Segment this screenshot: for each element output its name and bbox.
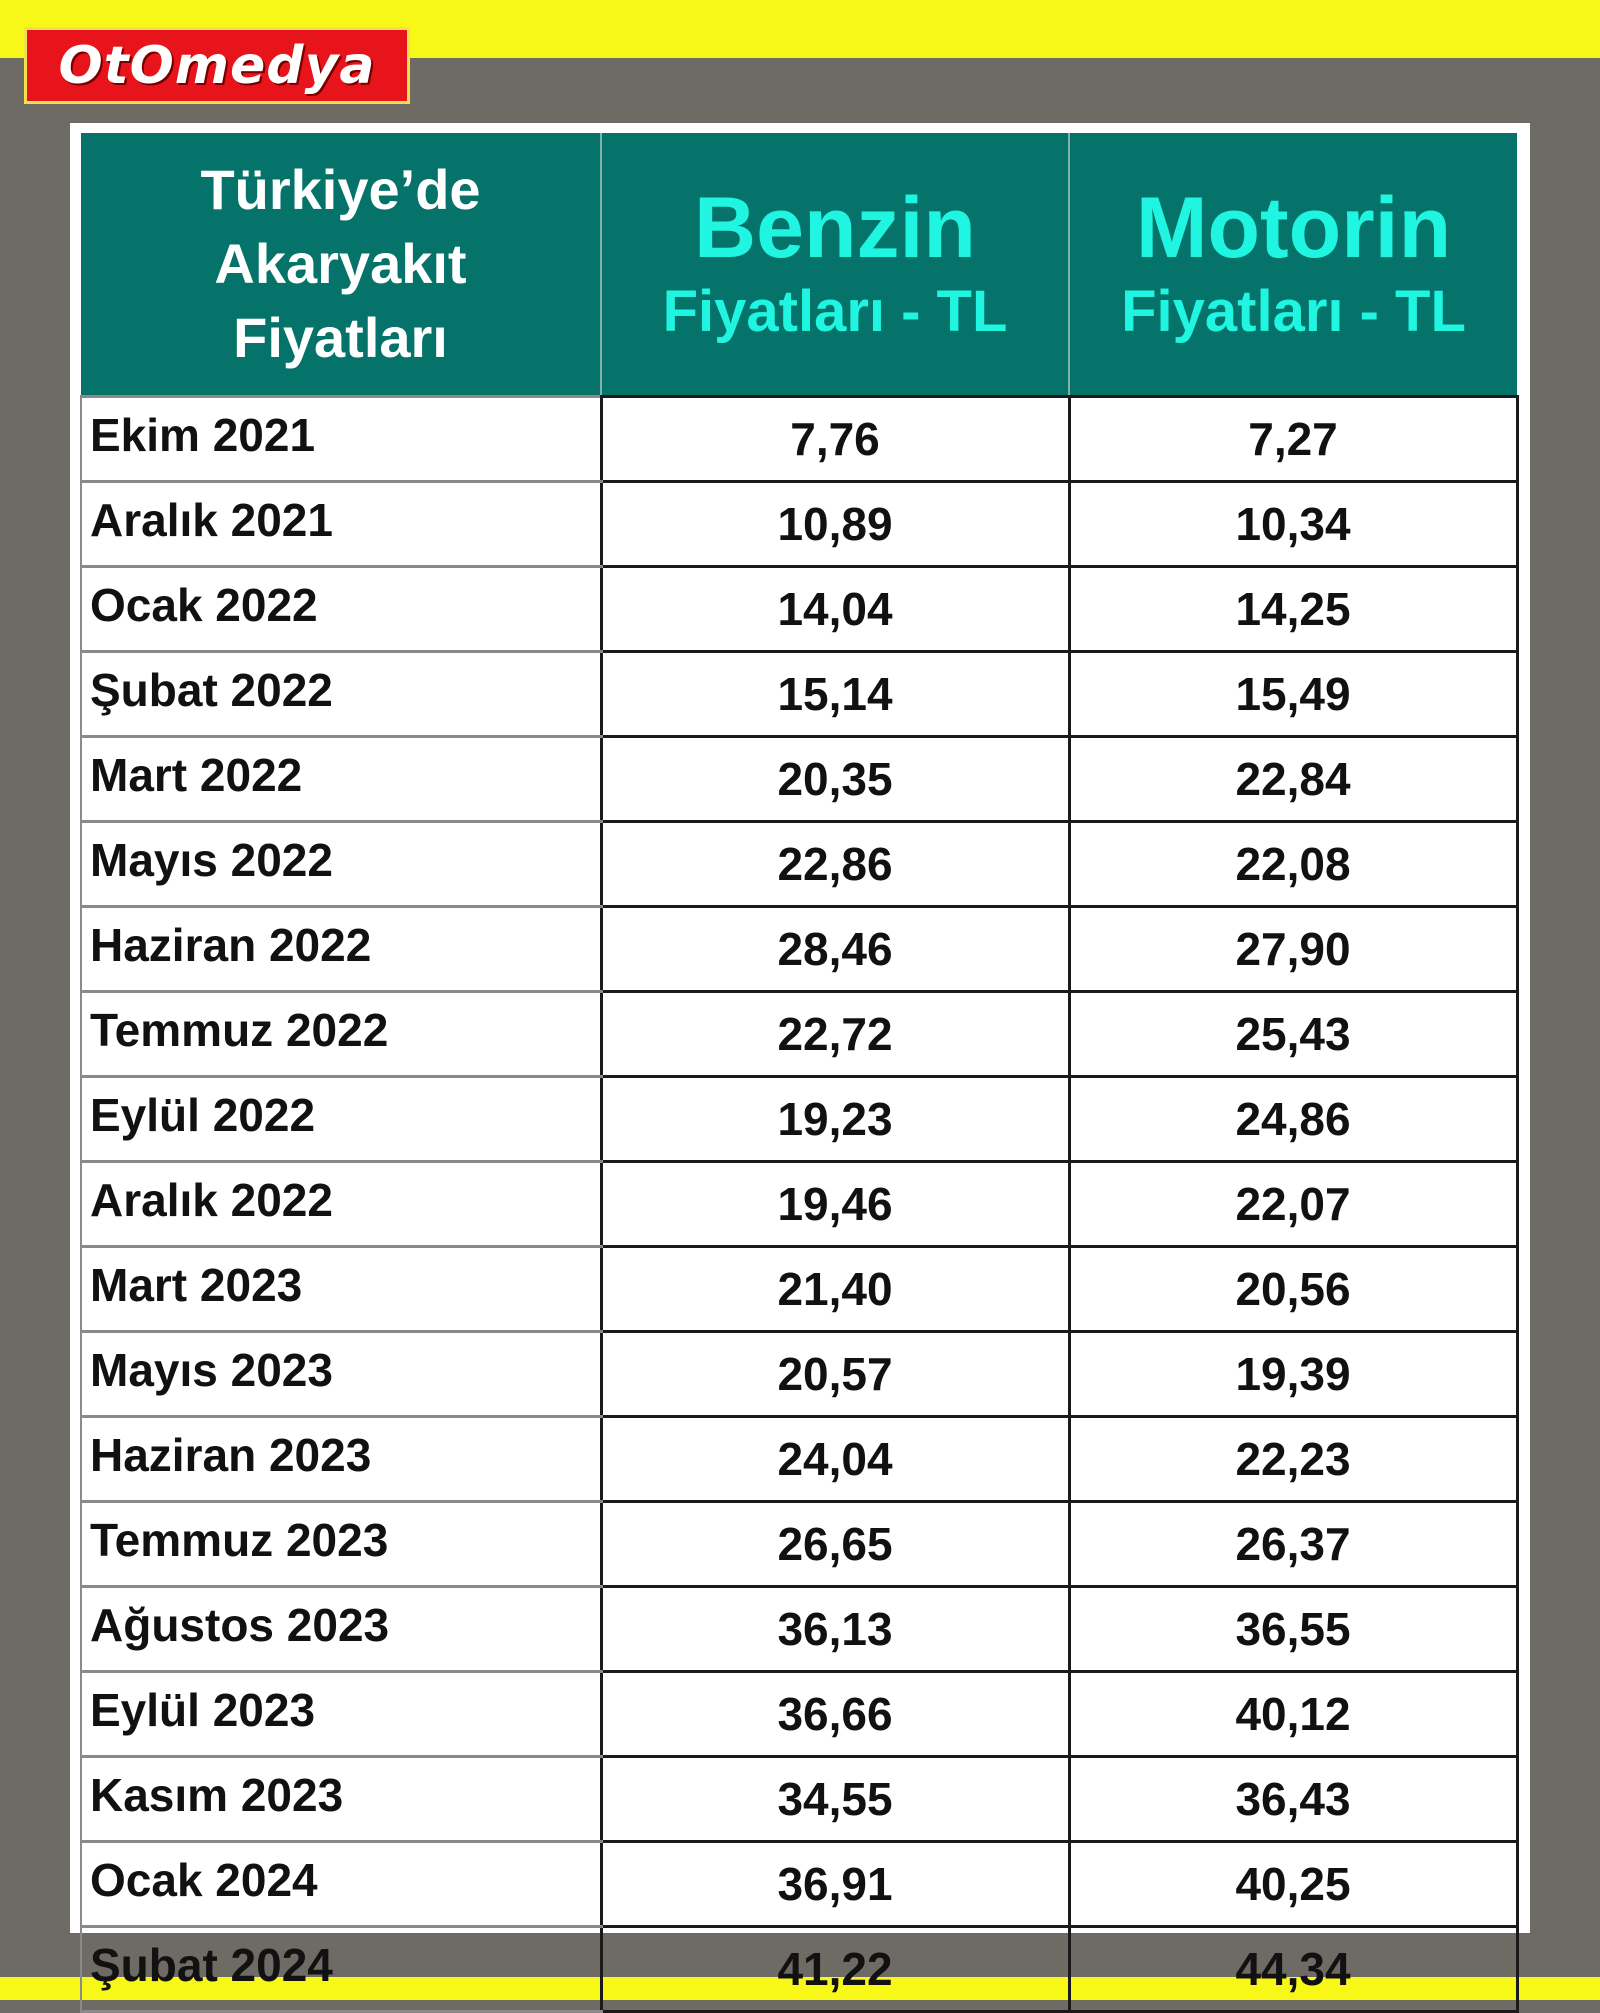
row-benzin-cell: 20,57 <box>601 1332 1069 1417</box>
header-benzin <box>601 133 1069 397</box>
row-benzin-cell: 14,04 <box>601 567 1069 652</box>
row-benzin-cell: 15,14 <box>601 652 1069 737</box>
row-motorin-cell: 25,43 <box>1069 992 1517 1077</box>
table-row <box>81 1417 1517 1502</box>
table-row <box>81 1162 1517 1247</box>
row-month-cell: Mart 2022 <box>81 737 601 822</box>
table-row <box>81 1927 1517 2012</box>
table-row <box>81 1332 1517 1417</box>
row-benzin-cell: 36,13 <box>601 1587 1069 1672</box>
row-benzin-cell: 34,55 <box>601 1757 1069 1842</box>
row-motorin-cell: 40,12 <box>1069 1672 1517 1757</box>
table-row <box>81 1757 1517 1842</box>
table-row <box>81 907 1517 992</box>
row-motorin-cell: 15,49 <box>1069 652 1517 737</box>
table-row <box>81 737 1517 822</box>
row-motorin-cell: 22,84 <box>1069 737 1517 822</box>
row-benzin-cell: 41,22 <box>601 1927 1069 2012</box>
table-row <box>81 1502 1517 1587</box>
row-benzin-cell: 22,86 <box>601 822 1069 907</box>
row-month-cell: Mart 2023 <box>81 1247 601 1332</box>
row-motorin-cell: 36,55 <box>1069 1587 1517 1672</box>
row-motorin-cell: 24,86 <box>1069 1077 1517 1162</box>
table-row <box>81 992 1517 1077</box>
header-period-line-1: Türkiye’de <box>200 158 481 221</box>
row-month-cell: Mayıs 2023 <box>81 1332 601 1417</box>
fuel-price-table <box>80 133 1519 2013</box>
table-row <box>81 1247 1517 1332</box>
row-month-cell: Şubat 2022 <box>81 652 601 737</box>
table-row <box>81 822 1517 907</box>
row-motorin-cell: 14,25 <box>1069 567 1517 652</box>
row-motorin-cell: 27,90 <box>1069 907 1517 992</box>
row-benzin-cell: 22,72 <box>601 992 1069 1077</box>
row-motorin-cell: 22,07 <box>1069 1162 1517 1247</box>
table-row <box>81 1672 1517 1757</box>
header-motorin <box>1069 133 1517 397</box>
row-motorin-cell: 7,27 <box>1069 397 1517 482</box>
row-motorin-cell: 19,39 <box>1069 1332 1517 1417</box>
row-month-cell: Temmuz 2022 <box>81 992 601 1077</box>
row-month-cell: Ocak 2024 <box>81 1842 601 1927</box>
row-benzin-cell: 28,46 <box>601 907 1069 992</box>
row-month-cell: Mayıs 2022 <box>81 822 601 907</box>
header-period <box>81 133 601 397</box>
table-header-row <box>81 133 1517 397</box>
row-month-cell: Eylül 2022 <box>81 1077 601 1162</box>
table-row <box>81 1587 1517 1672</box>
row-motorin-cell: 20,56 <box>1069 1247 1517 1332</box>
otomedya-logo <box>24 27 410 104</box>
table-row <box>81 482 1517 567</box>
row-motorin-cell: 10,34 <box>1069 482 1517 567</box>
table-row <box>81 1842 1517 1927</box>
row-month-cell: Ağustos 2023 <box>81 1587 601 1672</box>
row-month-cell: Haziran 2022 <box>81 907 601 992</box>
row-motorin-cell: 22,08 <box>1069 822 1517 907</box>
row-month-cell: Ocak 2022 <box>81 567 601 652</box>
row-benzin-cell: 10,89 <box>601 482 1069 567</box>
table-row <box>81 567 1517 652</box>
row-motorin-cell: 40,25 <box>1069 1842 1517 1927</box>
row-motorin-cell: 44,34 <box>1069 1927 1517 2012</box>
header-period-line-3: Fiyatları <box>233 306 448 369</box>
row-month-cell: Şubat 2024 <box>81 1927 601 2012</box>
header-benzin-title: Benzin <box>694 180 976 276</box>
row-month-cell: Haziran 2023 <box>81 1417 601 1502</box>
row-benzin-cell: 7,76 <box>601 397 1069 482</box>
table-row <box>81 397 1517 482</box>
row-benzin-cell: 26,65 <box>601 1502 1069 1587</box>
row-month-cell: Temmuz 2023 <box>81 1502 601 1587</box>
row-benzin-cell: 19,23 <box>601 1077 1069 1162</box>
row-motorin-cell: 36,43 <box>1069 1757 1517 1842</box>
row-benzin-cell: 19,46 <box>601 1162 1069 1247</box>
row-motorin-cell: 26,37 <box>1069 1502 1517 1587</box>
header-benzin-subtitle: Fiyatları - TL <box>662 279 1008 344</box>
row-motorin-cell: 22,23 <box>1069 1417 1517 1502</box>
logo-text: OtOmedya <box>58 35 376 96</box>
row-benzin-cell: 24,04 <box>601 1417 1069 1502</box>
row-benzin-cell: 36,91 <box>601 1842 1069 1927</box>
row-benzin-cell: 21,40 <box>601 1247 1069 1332</box>
row-month-cell: Ekim 2021 <box>81 397 601 482</box>
header-motorin-title: Motorin <box>1135 180 1452 276</box>
header-motorin-subtitle: Fiyatları - TL <box>1121 279 1466 344</box>
table-row <box>81 652 1517 737</box>
row-benzin-cell: 36,66 <box>601 1672 1069 1757</box>
table-body <box>81 397 1517 2012</box>
header-period-line-2: Akaryakıt <box>214 232 467 295</box>
row-month-cell: Eylül 2023 <box>81 1672 601 1757</box>
table-row <box>81 1077 1517 1162</box>
row-benzin-cell: 20,35 <box>601 737 1069 822</box>
row-month-cell: Aralık 2021 <box>81 482 601 567</box>
row-month-cell: Kasım 2023 <box>81 1757 601 1842</box>
row-month-cell: Aralık 2022 <box>81 1162 601 1247</box>
